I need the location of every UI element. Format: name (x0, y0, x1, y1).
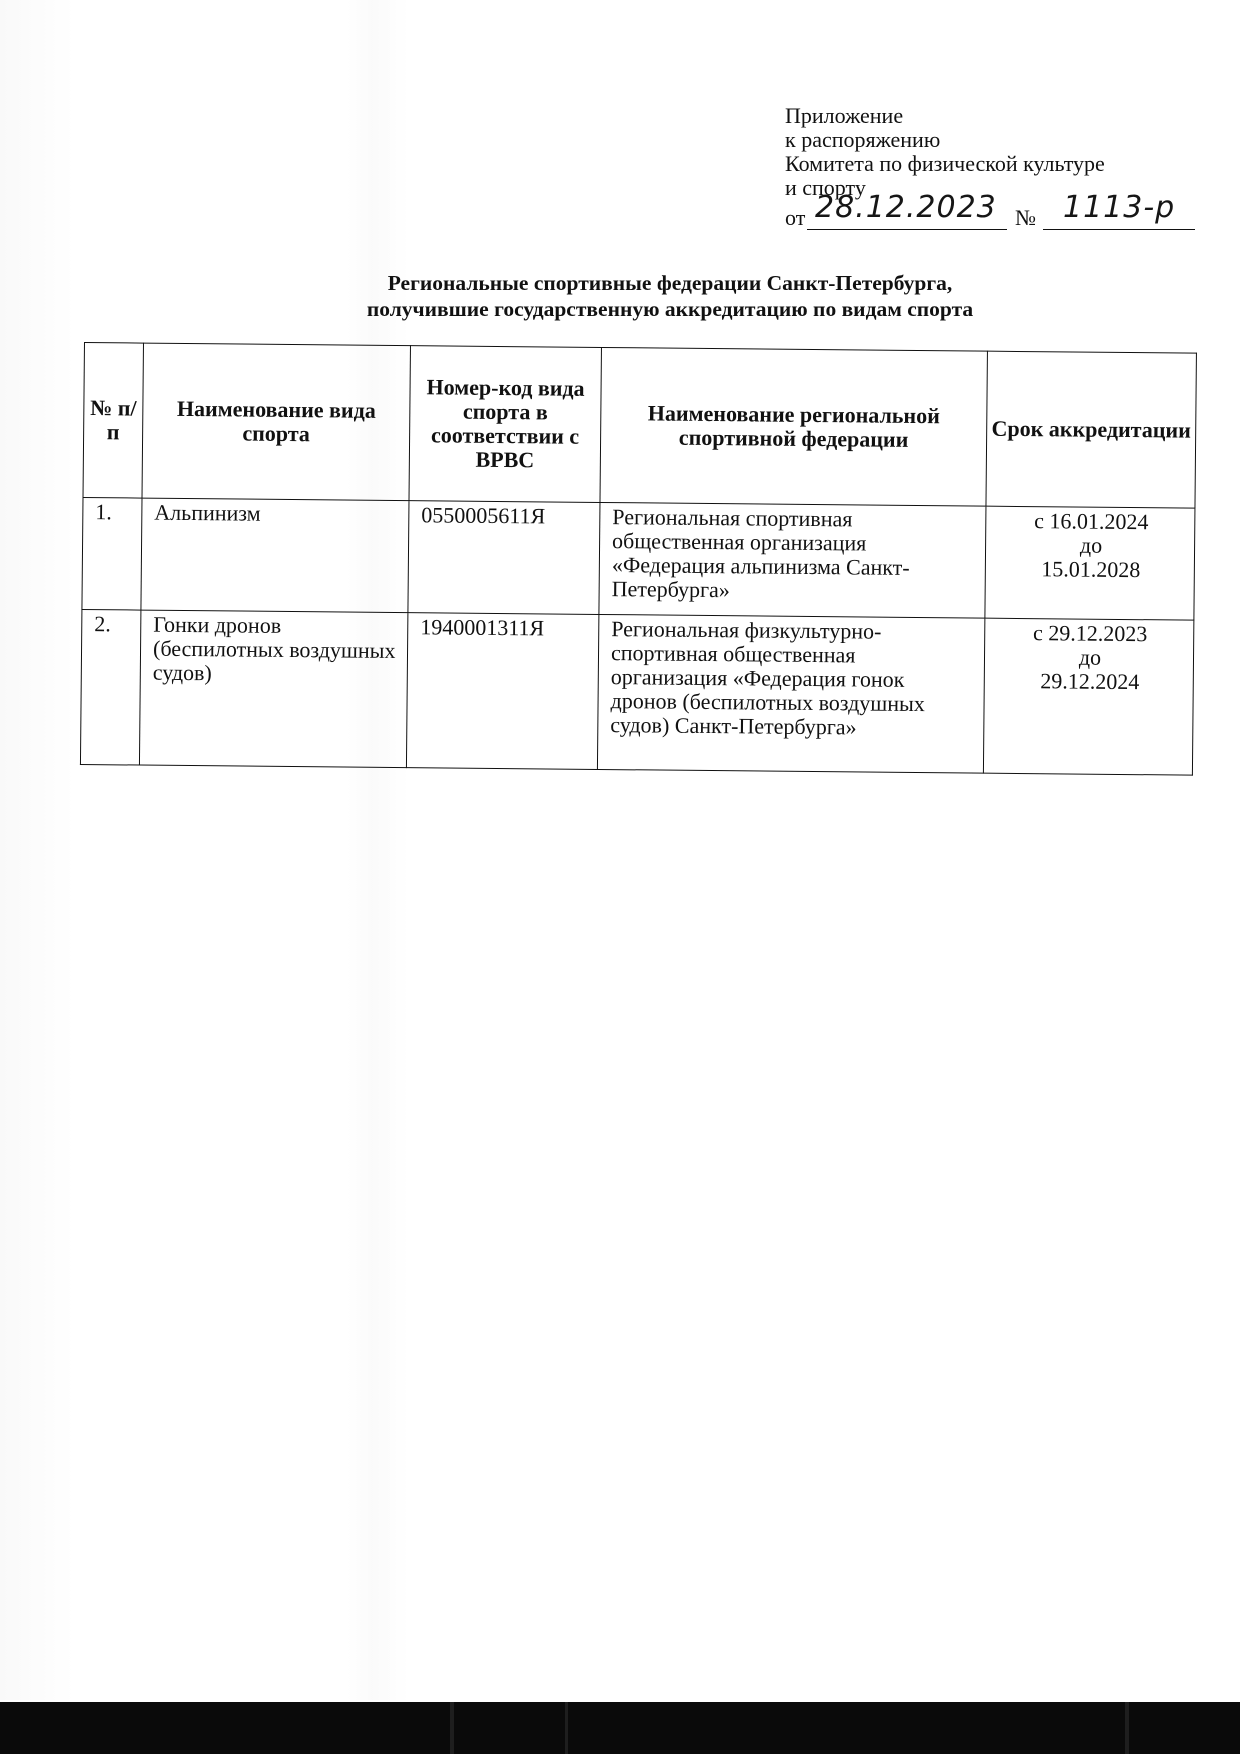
appendix-line-3: Комитета по физической культуре (785, 151, 1105, 176)
from-label: от (785, 205, 806, 230)
header-term: Срок аккредитации (986, 351, 1196, 508)
title-line-2: получившие государственную аккредитацию по видам спорта (366, 297, 974, 321)
appendix-line-2: к распоряжению (785, 127, 941, 152)
sport-name: Гонки дронов (беспилотных воздушных судов) (139, 610, 407, 768)
term-to-label: до (1079, 532, 1103, 558)
appendix-line-4: и спорту (785, 175, 866, 200)
row-number: 2. (80, 609, 140, 765)
header-sport: Наименование вида спорта (142, 343, 410, 501)
term-to: 29.12.2024 (1040, 668, 1140, 695)
row-number: 1. (82, 497, 142, 610)
accreditation-term (985, 506, 1195, 620)
handwritten-number: 1113-р (1063, 190, 1176, 225)
appendix-block (785, 104, 1205, 232)
term-to-label: до (1078, 644, 1102, 670)
date-underline (807, 229, 1007, 230)
sport-code: 0550005611Я (408, 501, 600, 615)
scan-bottom-edge (0, 1702, 1240, 1754)
handwritten-date: 28.12.2023 (815, 190, 997, 225)
header-number: № п/п (83, 343, 143, 499)
federation-name: Региональная физкультурно-спортивная общественная организация «Федерация гонок дронов (беспилотных воздушных судов) Санкт-Петербурга» (597, 614, 984, 773)
header-code: Номер-код вида спорта в соответствии с ВРВС (409, 346, 601, 503)
accreditation-table (80, 342, 1197, 776)
accreditation-term (983, 618, 1193, 775)
table-row (80, 609, 1193, 775)
table-header-row (83, 343, 1196, 509)
header-federation: Наименование региональной спортивной федерации (600, 347, 987, 506)
term-to: 15.01.2028 (1041, 556, 1141, 583)
federation-name: Региональная спортивная общественная организация «Федерация альпинизма Санкт-Петербурга» (599, 502, 986, 618)
appendix-line-1: Приложение (785, 103, 904, 128)
accreditation-table-wrapper (80, 342, 1196, 776)
sport-code: 1940001311Я (406, 613, 598, 770)
number-label: № (1015, 205, 1036, 230)
table-row (82, 497, 1195, 620)
document-title (290, 270, 1050, 322)
date-number-row (785, 190, 1205, 232)
number-underline (1043, 229, 1195, 230)
term-from: с 29.12.2023 (1032, 620, 1148, 647)
title-line-1: Региональные спортивные федерации Санкт-Петербурга, (387, 271, 953, 295)
term-from: с 16.01.2024 (1034, 508, 1149, 535)
sport-name: Альпинизм (141, 498, 409, 613)
